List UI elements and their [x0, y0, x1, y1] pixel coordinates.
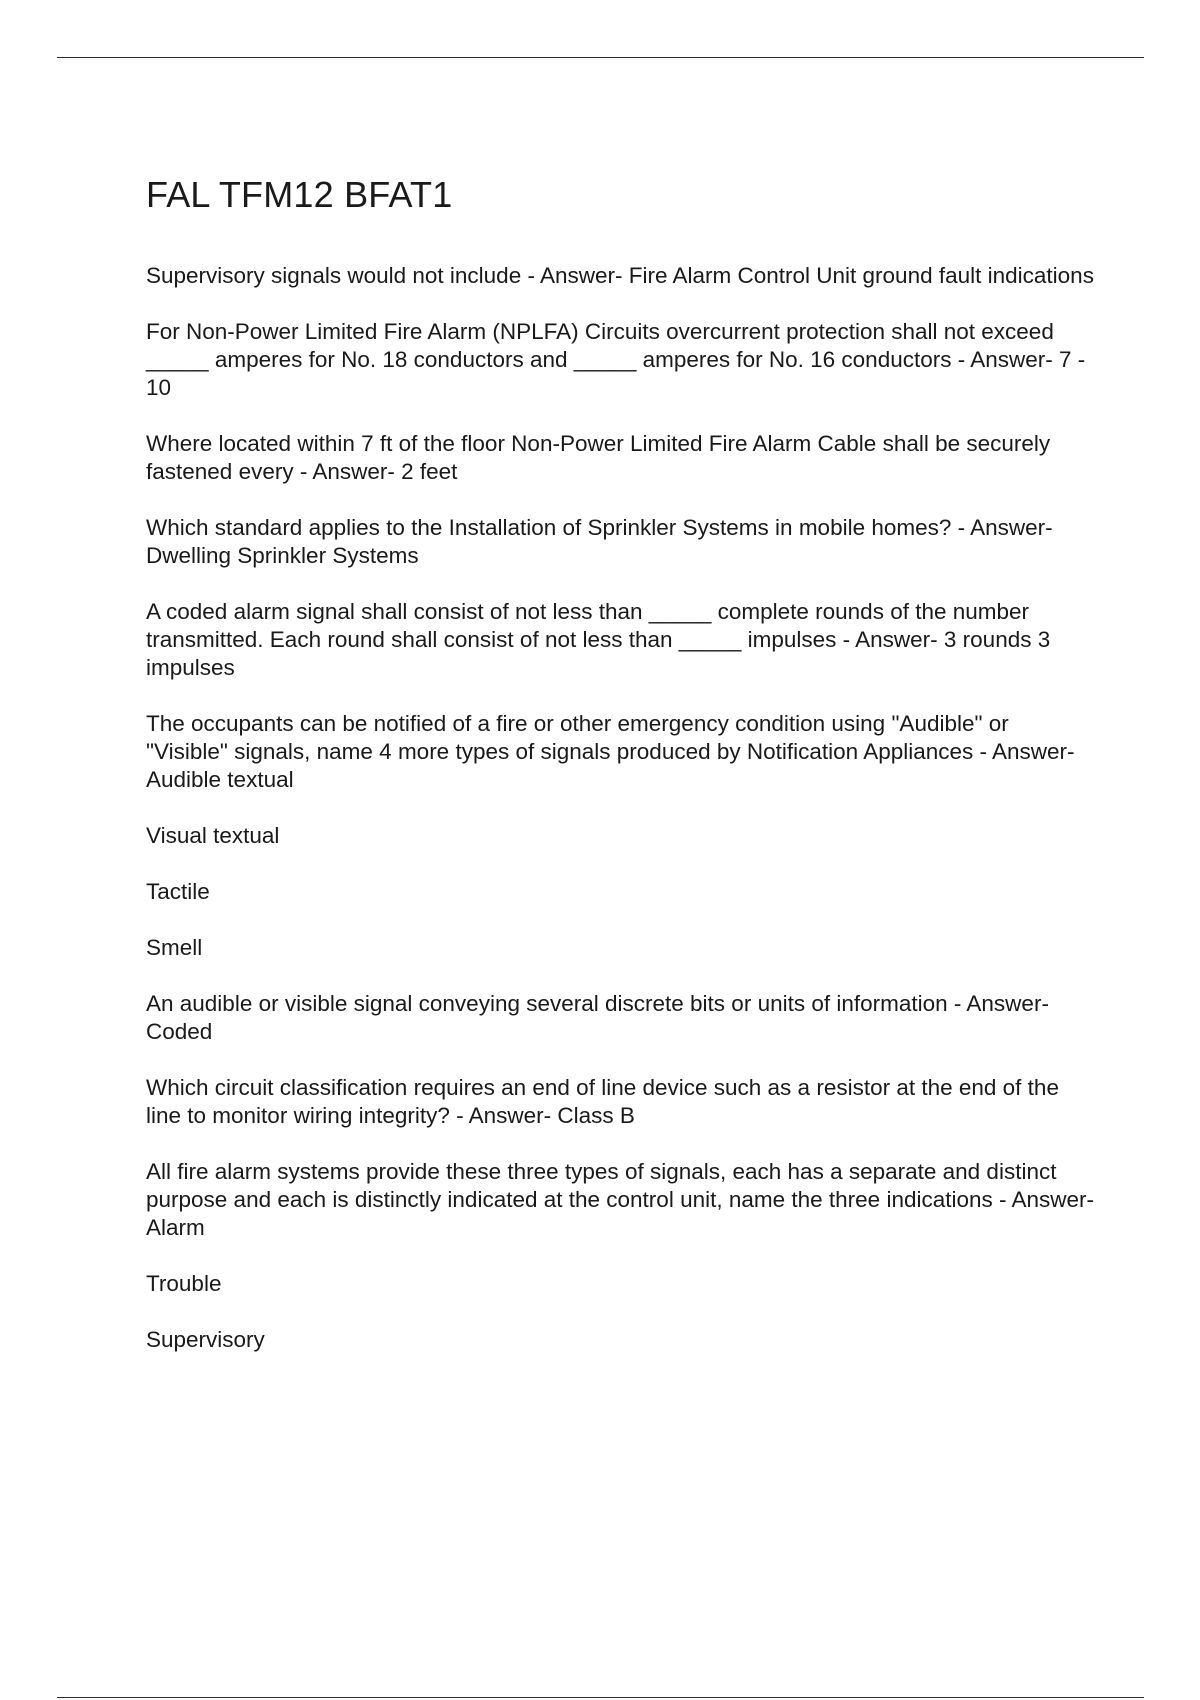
- answer-line: Smell: [146, 935, 203, 960]
- answer-line: Visual textual: [146, 823, 280, 848]
- page-content: [146, 173, 1096, 1382]
- bottom-rule: [57, 1697, 1144, 1698]
- qa-paragraph: For Non-Power Limited Fire Alarm (NPLFA) Circuits overcurrent protection shall not exceed _____ amperes for No. 18 conductors and _____ amperes for No. 16 conductors - Answer- 7 - 10: [146, 319, 1086, 400]
- qa-paragraph: All fire alarm systems provide these three types of signals, each has a separate and distinct purpose and each is distinctly indicated at the control unit, name the three indications - Answer- Alarm: [146, 1159, 1095, 1240]
- document-title: FAL TFM12 BFAT1: [146, 174, 453, 215]
- answer-line: Trouble: [146, 1271, 222, 1296]
- qa-paragraph: Which circuit classification requires an end of line device such as a resistor at the end of the line to monitor wiring integrity? - Answer- Class B: [146, 1075, 1059, 1128]
- qa-paragraph: An audible or visible signal conveying several discrete bits or units of information - Answer- Coded: [146, 991, 1049, 1044]
- qa-paragraph: The occupants can be notified of a fire or other emergency condition using "Audible" or "Visible" signals, name 4 more types of signals produced by Notification Appliances - Answer- Audible textual: [146, 711, 1075, 792]
- qa-paragraph: Which standard applies to the Installation of Sprinkler Systems in mobile homes? - Answer- Dwelling Sprinkler Systems: [146, 515, 1053, 568]
- answer-line: Tactile: [146, 879, 210, 904]
- qa-paragraph: Where located within 7 ft of the floor Non-Power Limited Fire Alarm Cable shall be securely fastened every - Answer- 2 feet: [146, 431, 1051, 484]
- top-rule: [57, 57, 1144, 58]
- qa-paragraph: A coded alarm signal shall consist of not less than _____ complete rounds of the number transmitted. Each round shall consist of not less than _____ impulses - Answer- 3 rounds 3 impulses: [146, 599, 1051, 680]
- answer-line: Supervisory: [146, 1327, 265, 1352]
- qa-paragraph: Supervisory signals would not include - Answer- Fire Alarm Control Unit ground fault indications: [146, 263, 1094, 288]
